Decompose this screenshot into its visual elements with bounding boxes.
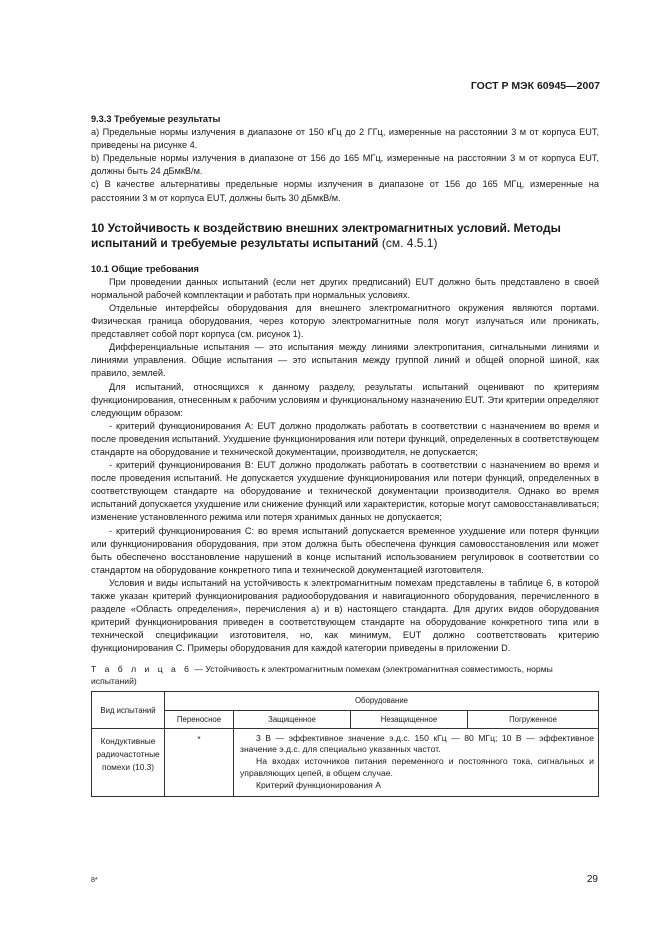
paragraph: Условия и виды испытаний на устойчивость к электромагнитным помехам представлены в таблице 6, в которой также указан критерий функционирования радиооборудования и навигационного оборудования, перечисленного в разделе «Область определения», перечисления а) и в) настоящего стандарта. Для других видов оборудования критерий функционирования приведен в соответствующем стандарте на оборудование конкретного типа или в технической спецификации изготовителя, но, как минимум, EUT должно соответствовать критерию функционирования C. Примеры оборудования для каждой категории приведены в приложении D.: [91, 577, 599, 654]
section-10-title: 10 Устойчивость к воздействию внешних электромагнитных условий. Методы испытаний и требуемые результаты испытаний: [91, 220, 561, 251]
criterion-b: - критерий функционирования B: EUT должно продолжать работать в соответствии с назначением во время и после проведения испытаний. Не допускается ухудшение функционирования или потери функций, определенных в соответствующем стандарте на оборудование и технической документации производителя. Однако во время испытаний допускается ухудшение или снижение функций или характеристик, которые могут самовосстанавливаться; изменение установленного режима или потеря хранимых данных не допускается;: [91, 460, 599, 523]
col-header-equipment: Оборудование: [165, 692, 599, 710]
paragraph: Для испытаний, относящихся к данному разделу, результаты испытаний оценивают по критериям функционирования, отнесенным к рабочим условиям и функциональному назначению EUT. Эти критерии определяют следующим образом:: [91, 381, 599, 418]
page-content: [91, 113, 599, 797]
table-6-caption-text: — Устойчивость к электромагнитным помехам (электромагнитная совместимость, нормы испытаний): [91, 664, 553, 687]
col-header-unprotected: Незащищенное: [351, 710, 468, 728]
criterion-a: - критерий функционирования A: EUT должно продолжать работать в соответствии с назначением во время и после проведения испытаний. Ухудшение функционирования или потери функций, определенных в соответствующем стандарте на оборудование и технической документации, производителя, не допускается;: [91, 420, 599, 457]
cell-test-type: Кондуктивные радиочастотные помехи (10.3): [92, 728, 165, 796]
cell-portable: *: [165, 728, 234, 796]
col-header-portable: Переносное: [165, 710, 234, 728]
page-number: 29: [586, 874, 598, 885]
requirement-line: 3 В — эффективное значение э.д.с. 150 кГц — 80 МГц; 10 В — эффективное значение э.д.с. для специально указанных частот.: [240, 732, 594, 755]
section-10-ref: (см. 4.5.1): [381, 236, 438, 251]
document-code: ГОСТ Р МЭК 60945—2007: [470, 80, 600, 92]
table-row: [92, 728, 599, 796]
requirement-line: На входах источников питания переменного и постоянного тока, сигнальных и управляющих цепей, в общем случае.: [240, 756, 594, 779]
paragraph: Дифференциальные испытания — это испытания между линиями электропитания, сигнальными линиями и линиями управления. Общие испытания — это испытания между группой линий и общей опорной шиной, как правило, землей.: [91, 342, 599, 379]
table-6: [91, 691, 599, 796]
table-6-label: Т а б л и ц а 6: [91, 664, 192, 675]
requirement-line: Критерий функционирования A: [256, 779, 381, 790]
section-10-1-title: 10.1 Общие требования: [91, 263, 199, 274]
section-9-3-3-item-b: b) Предельные нормы излучения в диапазоне от 156 до 165 МГц, измеренные на расстоянии 3 м от корпуса EUT, должны быть 24 дБмкВ/м.: [91, 153, 599, 177]
section-9-3-3-item-a: a) Предельные нормы излучения в диапазоне от 150 кГц до 2 ГГц, измеренные на расстоянии 3 м от корпуса EUT, приведены на рисунке 4.: [91, 127, 599, 151]
paragraph: При проведении данных испытаний (если нет других предписаний) EUT должно быть представлено в своей нормальной рабочей комплектации и работать при нормальных условиях.: [91, 276, 599, 300]
col-header-submerged: Погруженное: [468, 710, 599, 728]
section-9-3-3-item-c: c) В качестве альтернативы предельные нормы излучения в диапазоне от 156 до 165 МГц, измеренные на расстоянии 3 м от корпуса EUT, должны быть 30 дБмкВ/м.: [91, 179, 599, 203]
footer-mark: 8*: [91, 877, 98, 884]
criterion-c: - критерий функционирования C: во время испытаний допускается временное ухудшение или потеря функции или функционирования оборудования, при этом должна быть обеспечена функция самовосстановления или может быть обеспечено восстановление нарушений в конце испытаний использованием регулировок в соответствии со стандартом на оборудование конкретного типа и технической документацией изготовителя.: [91, 525, 599, 575]
paragraph: Отдельные интерфейсы оборудования для внешнего электромагнитного окружения являются портами. Физическая граница оборудования, через которую электромагнитные поля могут излучаться или проникать, представляет собой порт корпуса (см. рисунок 1).: [91, 302, 599, 340]
section-9-3-3-title: 9.3.3 Требуемые результаты: [91, 114, 221, 124]
col-header-test-type: Вид испытаний: [92, 692, 165, 728]
table-6-caption: [91, 663, 599, 687]
cell-requirements: [234, 728, 599, 796]
section-10-heading: [91, 221, 599, 252]
col-header-protected: Защищенное: [234, 710, 351, 728]
